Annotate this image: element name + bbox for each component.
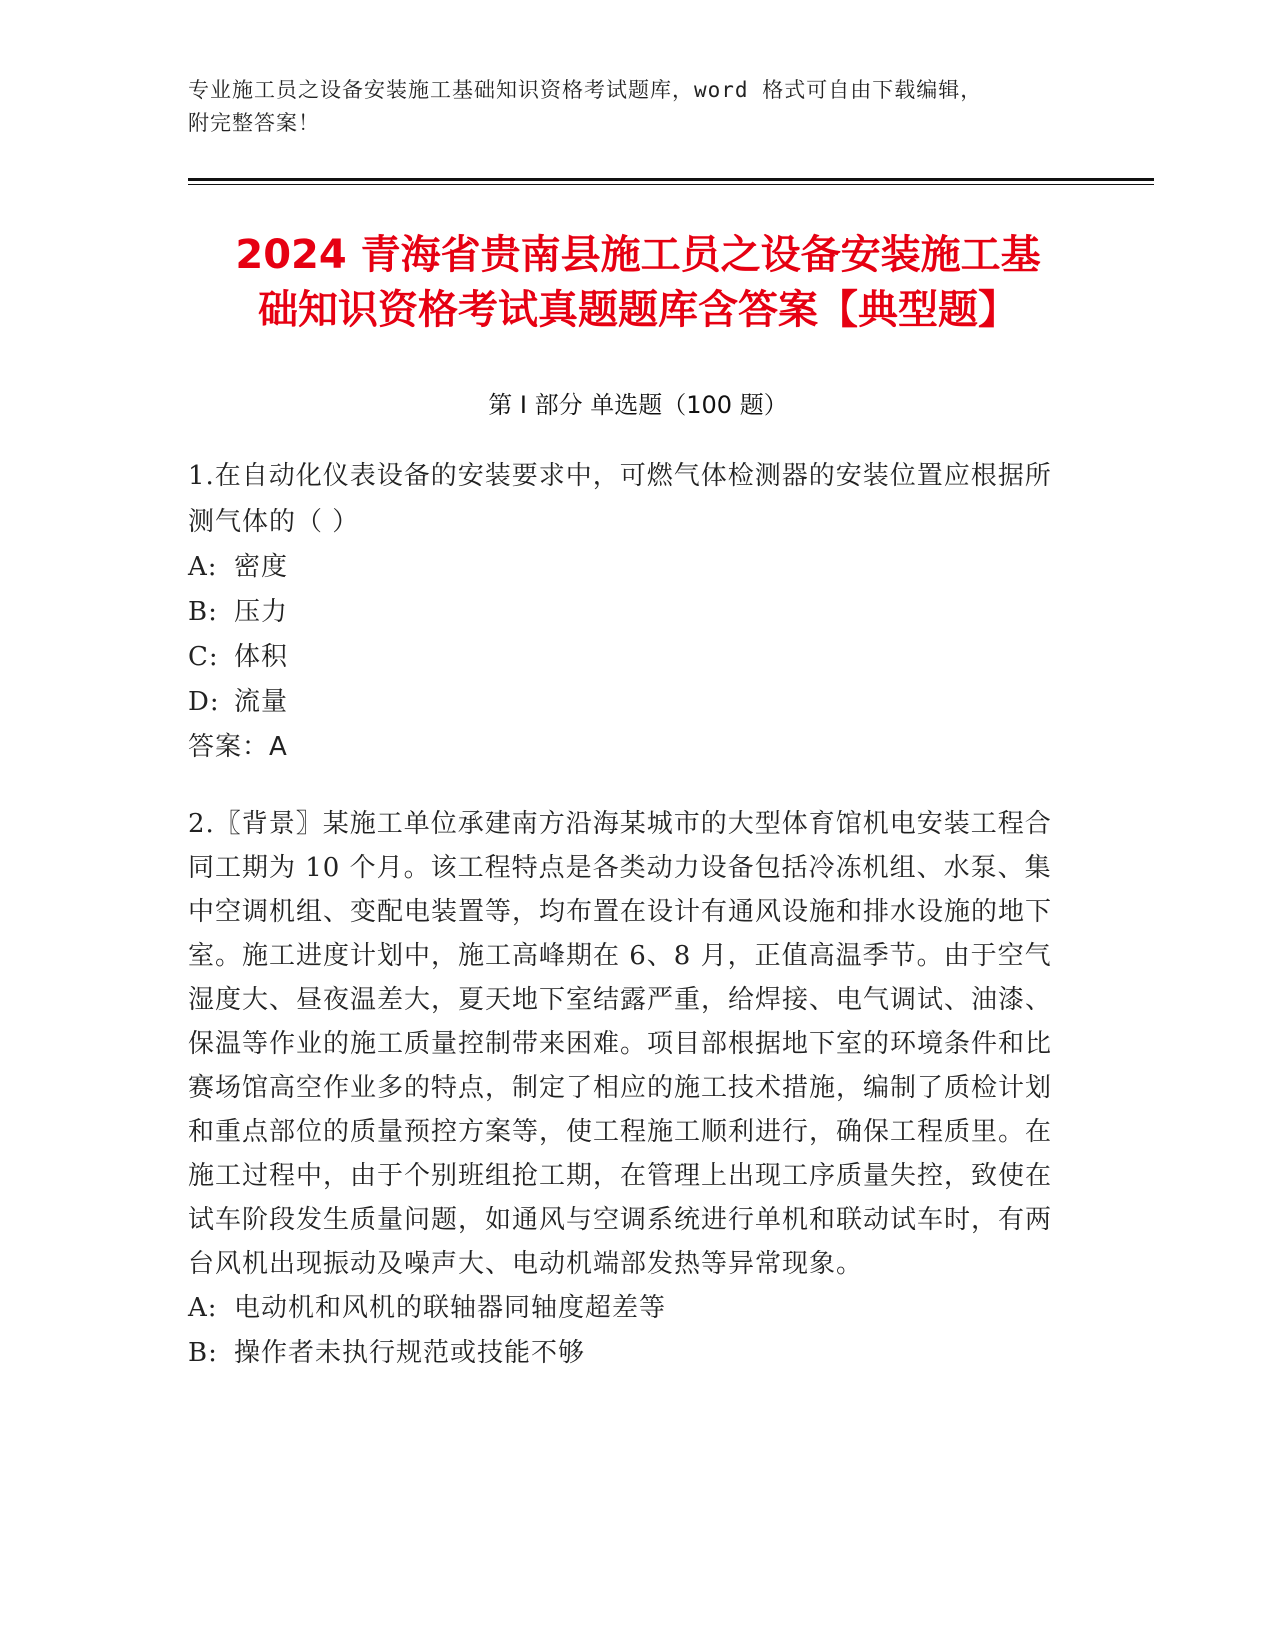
option-letter: A: (188, 1293, 218, 1323)
question-stem: 1.在自动化仪表设备的安装要求中，可燃气体检测器的安装位置应根据所测气体的（ ） (188, 461, 1052, 537)
option-b (188, 1331, 1068, 1376)
option-a (188, 1286, 1068, 1331)
question-stem: 2.〖背景〗某施工单位承建南方沿海某城市的大型体育馆机电安装工程合同工期为 10 个月。该工程特点是各类动力设备包括冷冻机组、水泵、集中空调机组、变配电装置等，均布置在设计有通风设施和排水设施的地下室。施工进度计划中，施工高峰期在 6、8 月，正值高温季节。由于空气湿度大、昼夜温差大，夏天地下室结露严重，给焊接、电气调试、油漆、保温等作业的施工质量控制带来困难。项目部根据地下室的环境条件和比赛场馆高空作业多的特点，制定了相应的施工技术措施，编制了质检计划和重点部位的质量预控方案等，使工程施工顺利进行，确保工程质里。在施工过程中，由于个别班组抢工期，在管理上出现工序质量失控，致使在试车阶段发生质量问题，如通风与空调系统进行单机和联动试车时，有两台风机出现振动及噪声大、电动机端部发热等异常现象。 (188, 809, 1053, 1279)
section-heading: 第 I 部分 单选题（100 题） (488, 391, 788, 419)
option-text: 操作者未执行规范或技能不够 (234, 1338, 586, 1368)
option-letter: A: (188, 552, 218, 582)
option-letter: B: (188, 1338, 218, 1368)
question-2 (188, 802, 1068, 1376)
document-title (188, 228, 1088, 338)
option-c (188, 635, 1068, 680)
document-title-line-2: 础知识资格考试真题题库含答案【典型题】 (258, 287, 1018, 333)
question-1 (188, 453, 1068, 770)
header-note (188, 74, 1068, 140)
option-letter: D: (188, 687, 220, 717)
option-letter: C: (188, 642, 219, 672)
header-divider-thick (188, 178, 1154, 181)
header-divider-thin (188, 184, 1154, 185)
option-text: 电动机和风机的联轴器同轴度超差等 (234, 1293, 667, 1323)
option-text: 压力 (234, 597, 289, 627)
header-note-line-2: 附完整答案！ (188, 111, 320, 135)
header-note-line-1: 专业施工员之设备安装施工基础知识资格考试题库，word 格式可自由下载编辑， (188, 78, 983, 102)
option-text: 密度 (234, 552, 289, 582)
option-b (188, 590, 1068, 635)
document-title-line-1: 2024 青海省贵南县施工员之设备安装施工基 (235, 232, 1041, 278)
option-text: 流量 (234, 687, 289, 717)
option-letter: B: (188, 597, 218, 627)
option-text: 体积 (234, 642, 289, 672)
option-d (188, 680, 1068, 725)
option-a (188, 545, 1068, 590)
answer-line: 答案：A (188, 732, 288, 762)
